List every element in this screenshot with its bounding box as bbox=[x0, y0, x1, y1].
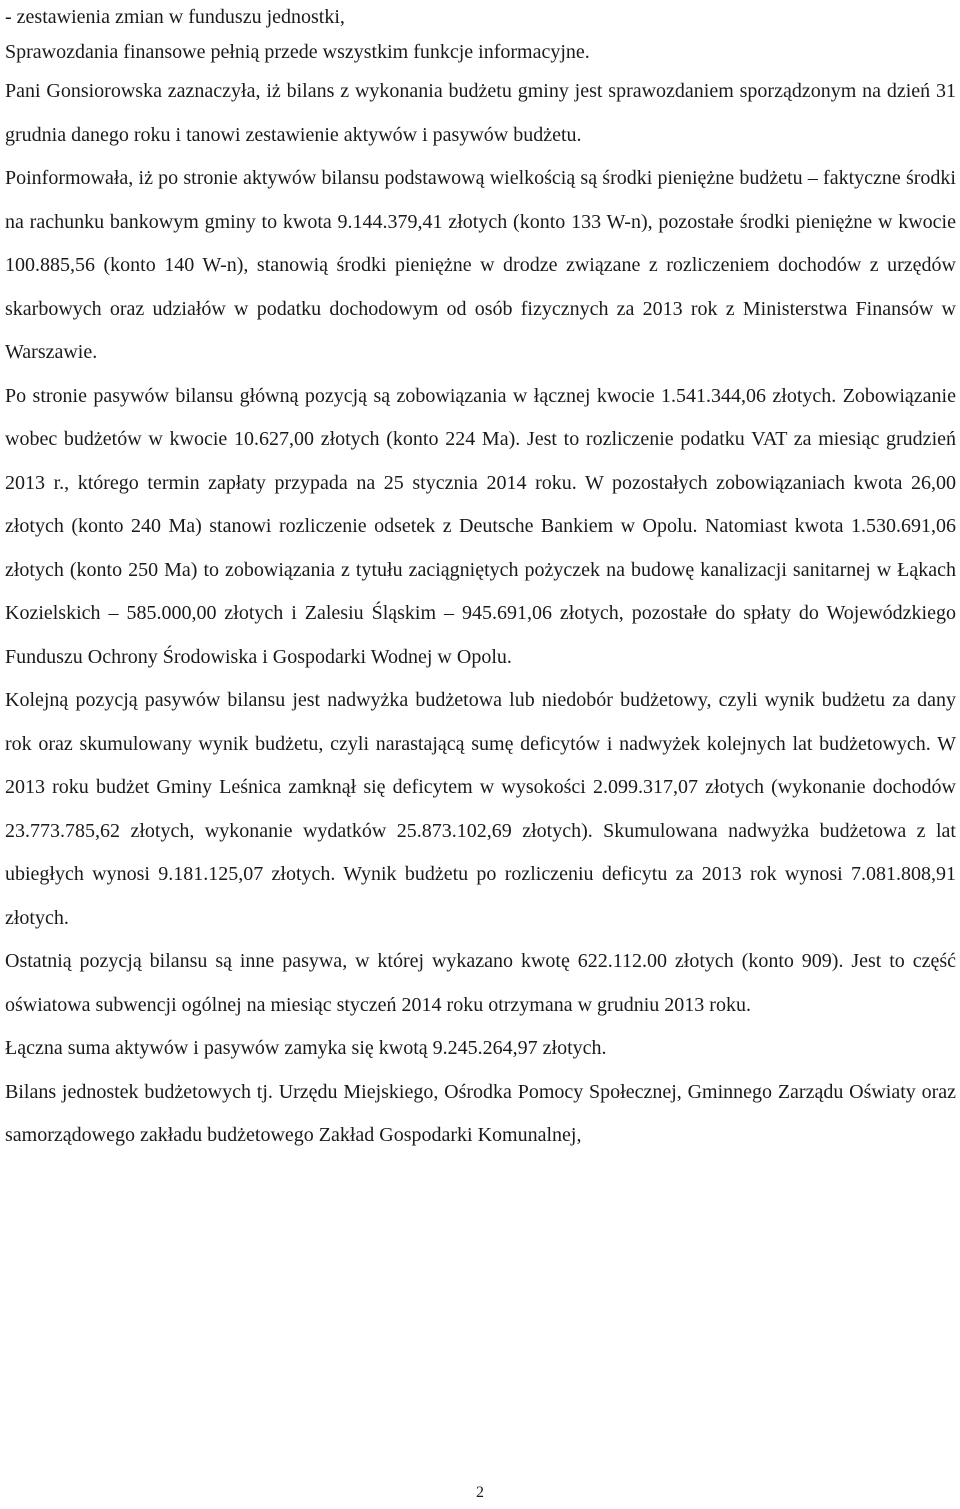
paragraph-liabilities: Po stronie pasywów bilansu główną pozycją są zobowiązania w łącznej kwocie 1.541.344,06 złotych. Zobowiązanie wobec budżetów w kwocie 10.627,00 złotych (konto 224 Ma). Jest to rozliczenie podatku VAT za miesiąc grudzień 2013 r., którego termin zapłaty przypada na 25 stycznia 2014 roku. W pozostałych zobowiązaniach kwota 26,00 złotych (konto 240 Ma) stanowi rozliczenie odsetek z Deutsche Bankiem w Opolu. Natomiast kwota 1.530.691,06 złotych (konto 250 Ma) to zobowiązania z tytułu zaciągniętych pożyczek na budowę kanalizacji sanitarnej w Łąkach Kozielskich – 585.000,00 złotych i Zalesiu Śląskim – 945.691,06 złotych, pozostałe do spłaty do Wojewódzkiego Funduszu Ochrony Środowiska i Gospodarki Wodnej w Opolu. bbox=[5, 384, 956, 668]
page-number: 2 bbox=[476, 1484, 484, 1501]
paragraph-budget-result: Kolejną pozycją pasywów bilansu jest nadwyżka budżetowa lub niedobór budżetowy, czyli wynik budżetu za dany rok oraz skumulowany wynik budżetu, czyli narastającą sumę deficytów i nadwyżek kolejnych lat budżetowych. W 2013 roku budżet Gminy Leśnica zamknął się deficytem w wysokości 2.099.317,07 złotych (wykonanie dochodów 23.773.785,62 złotych, wykonanie wydatków 25.873.102,69 złotych). Skumulowana nadwyżka budżetowa z lat ubiegłych wynosi 9.181.125,07 złotych. Wynik budżetu po rozliczeniu deficytu za 2013 rok wynosi 7.081.808,91 złotych. bbox=[5, 689, 956, 929]
paragraph-total-sum: Łączna suma aktywów i pasywów zamyka się kwotą 9.245.264,97 złotych. bbox=[5, 1037, 607, 1059]
paragraph-budget-units: Bilans jednostek budżetowych tj. Urzędu Miejskiego, Ośrodka Pomocy Społecznej, Gminnego Zarządu Oświaty oraz samorządowego zakładu budżetowego Zakład Gospodarki Komunalnej, bbox=[5, 1080, 956, 1146]
document-page bbox=[5, 0, 956, 1158]
paragraph-financial-statements: Sprawozdania finansowe pełnią przede wszystkim funkcje informacyjne. bbox=[5, 41, 590, 63]
paragraph-fund-changes: - zestawienia zmian w funduszu jednostki, bbox=[5, 6, 345, 28]
paragraph-balance-definition: Pani Gonsiorowska zaznaczyła, iż bilans z wykonania budżetu gminy jest sprawozdaniem sporządzonym na dzień 31 grudnia danego roku i tanowi zestawienie aktywów i pasywów budżetu. bbox=[5, 80, 956, 146]
paragraph-other-liabilities: Ostatnią pozycją bilansu są inne pasywa, w której wykazano kwotę 622.112.00 złotych (konto 909). Jest to część oświatowa subwencji ogólnej na miesiąc styczeń 2014 roku otrzymana w grudniu 2013 roku. bbox=[5, 950, 956, 1016]
paragraph-assets: Poinformowała, iż po stronie aktywów bilansu podstawową wielkością są środki pieniężne budżetu – faktyczne środki na rachunku bankowym gminy to kwota 9.144.379,41 złotych (konto 133 W-n), pozostałe środki pieniężne w kwocie 100.885,56 (konto 140 W-n), stanowią środki pieniężne w drodze związane z rozliczeniem dochodów z urzędów skarbowych oraz udziałów w podatku dochodowym od osób fizycznych za 2013 rok z Ministerstwa Finansów w Warszawie. bbox=[5, 167, 956, 363]
